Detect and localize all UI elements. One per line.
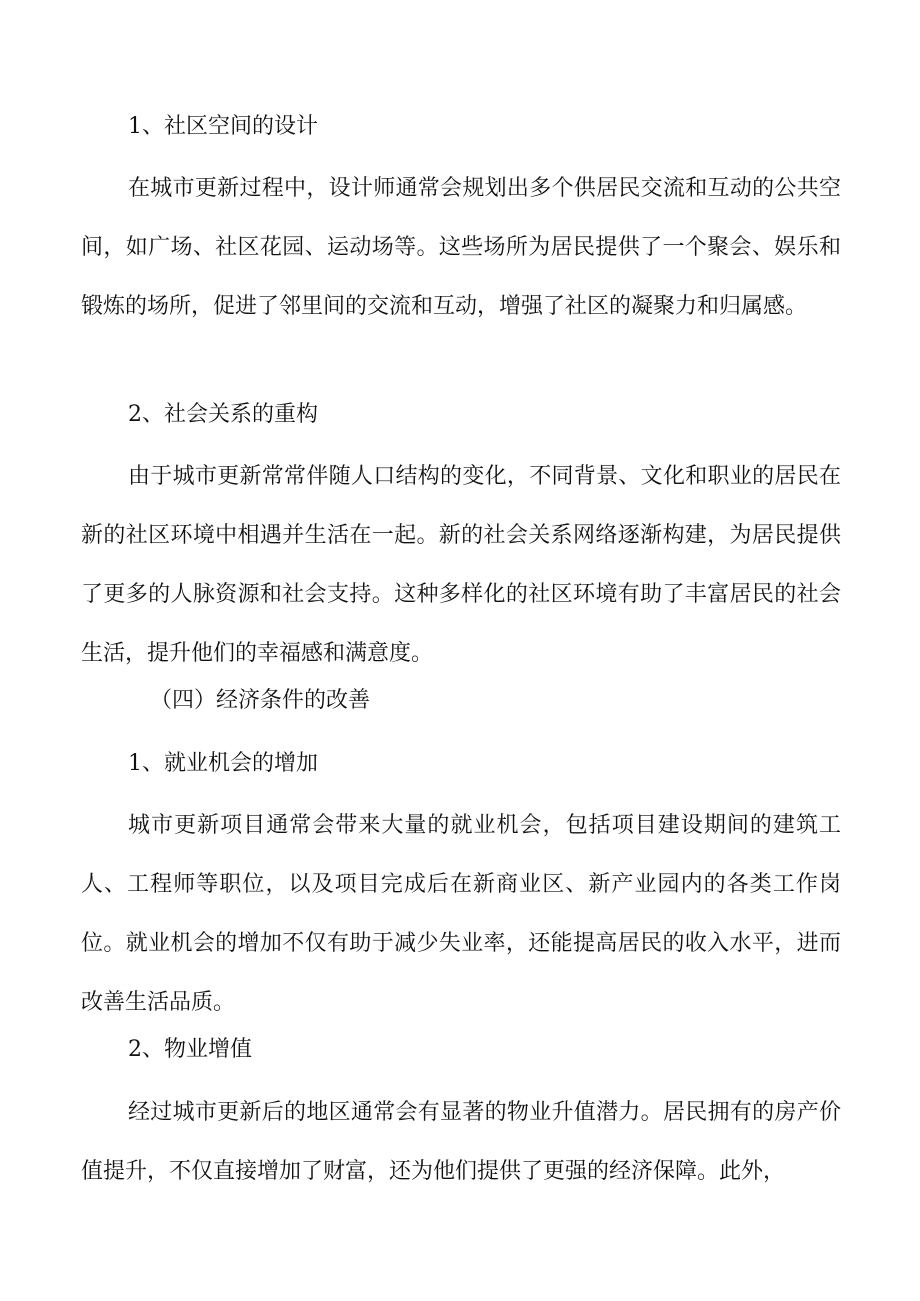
heading-section-four: （四）经济条件的改善 [150,688,371,713]
heading-employment: 1、就业机会的增加 [128,751,318,776]
heading-property: 2、物业增值 [128,1037,252,1062]
paragraph-employment: 城市更新项目通常会带来大量的就业机会，包括项目建设期间的建筑工人、工程师等职位，以及项目完成后在新商业区、新产业园内的各类工作岗位。就业机会的增加不仅有助于减少失业率，还能提高居民的收入水平，进而改善生活品质。 [81,813,841,1015]
heading-social-relations: 2、社会关系的重构 [128,402,318,427]
paragraph-social-relations: 由于城市更新常常伴随人口结构的变化，不同背景、文化和职业的居民在新的社区环境中相遇并生活在一起。新的社会关系网络逐渐构建，为居民提供了更多的人脉资源和社会支持。这种多样化的社区环境有助了丰富居民的社会生活，提升他们的幸福感和满意度。 [81,464,841,666]
paragraph-property: 经过城市更新后的地区通常会有显著的物业升值潜力。居民拥有的房产价值提升，不仅直接增加了财富，还为他们提供了更强的经济保障。此外， [81,1100,841,1184]
heading-community-space: 1、社区空间的设计 [128,114,318,139]
paragraph-community-space: 在城市更新过程中，设计师通常会规划出多个供居民交流和互动的公共空间，如广场、社区花园、运动场等。这些场所为居民提供了一个聚会、娱乐和锻炼的场所，促进了邻里间的交流和互动，增强了社区的凝聚力和归属感。 [81,176,841,319]
